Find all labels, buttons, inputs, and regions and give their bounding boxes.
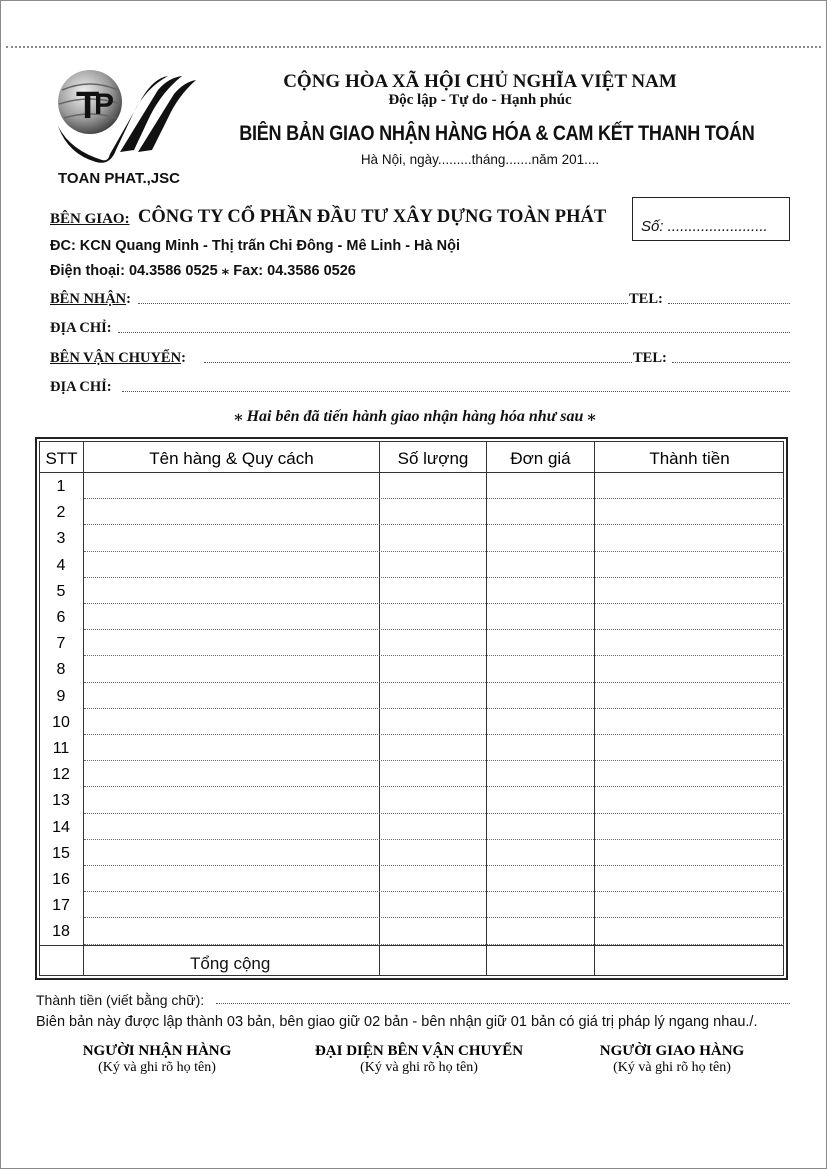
header-stt: STT [45,449,78,468]
national-title: CỘNG HÒA XÃ HỘI CHỦ NGHĨA VIỆT NAM [283,71,677,92]
carrier-address-field[interactable] [122,391,790,392]
document-title: BIÊN BẢN GIAO NHẬN HÀNG HÓA & CAM KẾT THANH TOÁN [239,122,755,145]
carrier-tel-label: TEL: [633,350,667,366]
table-row[interactable] [84,813,784,814]
table-row[interactable] [84,682,784,683]
sender-address: ĐC: KCN Quang Minh - Thị trấn Chi Đông - Mê Linh - Hà Nội [50,238,460,254]
table-row[interactable] [84,551,784,552]
header-amount: Thành tiền [649,449,730,468]
signature-title: NGƯỜI GIAO HÀNG [599,1043,745,1059]
row-number: 12 [52,766,70,784]
carrier-label: BÊN VẬN CHUYỂN: [50,350,186,366]
row-number: 14 [52,818,70,836]
signature-subtitle: (Ký và ghi rõ họ tên) [613,1060,731,1075]
carrier-tel-field[interactable] [672,362,790,363]
row-number: 7 [56,635,66,653]
table-row[interactable] [84,891,784,892]
table-row[interactable] [84,577,784,578]
signature-receiver[interactable] [57,1043,257,1076]
row-number: 10 [52,713,70,731]
table-row[interactable] [84,786,784,787]
intro-text: ⁎ Hai bên đã tiến hành giao nhận hàng hóa như sau ⁎ [234,408,596,425]
receiver-label: BÊN NHẬN: [50,291,131,307]
row-number: 13 [52,792,70,810]
sender-company: CÔNG TY CỔ PHẦN ĐẦU TƯ XÂY DỰNG TOÀN PHÁT [138,207,607,227]
header-product: Tên hàng & Quy cách [149,449,314,468]
legal-note: Biên bản này được lập thành 03 bản, bên giao giữ 02 bản - bên nhận giữ 01 bản có giá trị pháp lý ngang nhau./. [36,1014,758,1030]
motto: Độc lập - Tự do - Hạnh phúc [388,92,572,108]
document-number-box[interactable] [632,197,790,241]
carrier-name-field[interactable] [204,362,632,363]
row-number: 16 [52,871,70,888]
table-row[interactable] [84,498,784,499]
logo-company-text: TOAN PHAT.,JSC [58,170,180,187]
header-divider [39,472,784,473]
row-number: 2 [56,504,66,522]
row-number: 18 [52,923,70,941]
table-row[interactable] [84,655,784,656]
table-row[interactable] [84,839,784,840]
table-row[interactable] [84,524,784,525]
carrier-address-label: ĐỊA CHỈ: [50,379,112,395]
row-number: 5 [56,582,66,600]
toan-phat-logo-icon [50,68,200,168]
signature-carrier[interactable] [289,1043,549,1076]
table-row[interactable] [84,734,784,735]
signature-title: ĐẠI DIỆN BÊN VẬN CHUYỂN [314,1043,524,1059]
row-number: 8 [56,661,66,679]
table-row[interactable] [84,629,784,630]
amount-in-words-field[interactable] [216,1003,790,1004]
total-label: Tổng cộng [190,954,271,973]
svg-text:T: T [76,85,100,127]
document-number-label: Số: ........................ [641,218,768,235]
svg-text:P: P [94,88,115,121]
date-line: Hà Nội, ngày.........tháng.......năm 201.... [360,152,600,167]
receiver-address-field[interactable] [118,332,790,333]
sender-phone-fax: Điện thoại: 04.3586 0525 ⁎ Fax: 04.3586 0526 [50,263,356,279]
table-row[interactable] [84,760,784,761]
signature-subtitle: (Ký và ghi rõ họ tên) [98,1060,216,1075]
receiver-tel-label: TEL: [629,291,663,307]
signature-title: NGƯỜI NHẬN HÀNG [82,1043,232,1059]
sender-label: BÊN GIAO: [50,211,130,227]
perforation-line [6,46,821,48]
header-quantity: Số lượng [397,449,469,468]
row-number: 9 [56,687,66,705]
table-row[interactable] [84,603,784,604]
row-number: 1 [56,478,66,495]
row-number: 15 [52,844,70,862]
table-row[interactable] [84,865,784,866]
receiver-name-field[interactable] [138,303,628,304]
table-row[interactable] [84,917,784,918]
receiver-tel-field[interactable] [668,303,790,304]
row-number: 6 [56,609,66,626]
receiver-address-label: ĐỊA CHỈ: [50,320,112,336]
total-divider [39,945,784,946]
row-number: 17 [52,897,70,915]
amount-in-words-label: Thành tiền (viết bằng chữ): [36,992,205,1008]
signature-subtitle: (Ký và ghi rõ họ tên) [360,1060,478,1075]
row-number: 3 [56,530,66,548]
signature-sender[interactable] [572,1043,772,1076]
table-row[interactable] [84,708,784,709]
row-number: 11 [52,740,70,757]
header-unit-price: Đơn giá [510,449,571,468]
row-number: 4 [56,556,66,574]
table-row[interactable] [84,944,784,945]
